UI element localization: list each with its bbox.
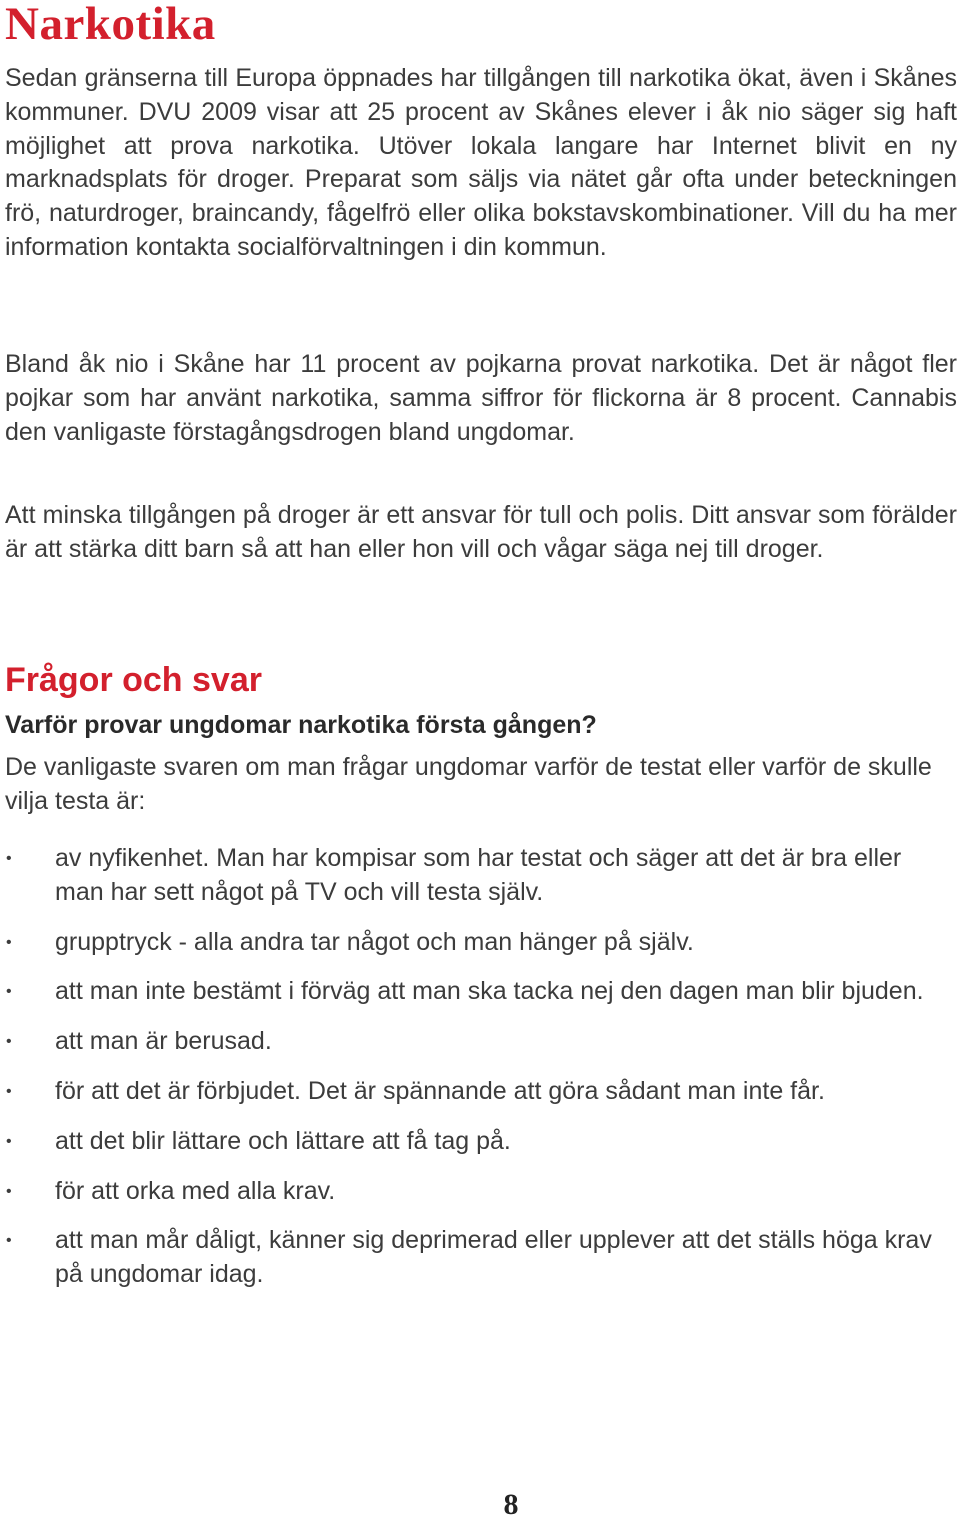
faq-question: Varför provar ungdomar narkotika första gången?: [5, 711, 597, 739]
bullet-icon: •: [6, 1033, 12, 1051]
list-item-text: för att det är förbjudet. Det är spännande att göra sådant man inte får.: [55, 1076, 825, 1105]
list-item: [0, 1224, 935, 1292]
list-item: [0, 842, 935, 910]
intro-paragraph: Sedan gränserna till Europa öppnades har tillgången till narkotika ökat, även i Skånes kommuner. DVU 2009 visar att 25 procent av Skånes elever i åk nio säger sig haft möjlighet att prova narkotika. Utöver lokala langare har Internet blivit en ny marknadsplats för droger. Preparat som säljs via nätet går ofta under beteckningen frö, naturdroger, braincandy, fågelfrö eller olika bokstavskombinationer. Vill du ha mer information kontakta socialförvaltningen i din kommun.: [5, 64, 957, 261]
faq-intro: De vanligaste svaren om man frågar ungdomar varför de testat eller varför de skulle vilja testa är:: [5, 753, 932, 815]
bullet-icon: •: [6, 1232, 12, 1250]
page-title: Narkotika: [5, 0, 216, 50]
list-item-text: att man mår dåligt, känner sig deprimerad eller upplever att det ställs höga krav på ungdomar idag.: [55, 1226, 932, 1289]
bullet-icon: •: [6, 1082, 12, 1100]
faq-heading: Frågor och svar: [5, 661, 262, 699]
list-item-text: att det blir lättare och lättare att få tag på.: [55, 1126, 511, 1155]
list-item-text: att man är berusad.: [55, 1027, 272, 1056]
bullet-icon: •: [6, 1132, 12, 1150]
list-item: [0, 1125, 935, 1159]
list-item: [0, 1075, 935, 1109]
list-item: [0, 926, 935, 960]
answer-list: [0, 842, 960, 1308]
list-item-text: av nyfikenhet. Man har kompisar som har testat och säger att det är bra eller man har sett något på TV och vill testa själv.: [55, 844, 902, 906]
list-item: [0, 1175, 935, 1209]
list-item-text: för att orka med alla krav.: [55, 1176, 336, 1205]
list-item-text: grupptryck - alla andra tar något och man hänger på själv.: [55, 927, 694, 956]
page-number: 8: [503, 1488, 519, 1521]
bullet-icon: •: [6, 1182, 12, 1200]
responsibility-paragraph: Att minska tillgången på droger är ett ansvar för tull och polis. Ditt ansvar som förälder är att stärka ditt barn så att han eller hon vill och vågar säga nej till droger.: [5, 501, 957, 563]
bullet-icon: •: [6, 850, 12, 867]
list-item: [0, 975, 935, 1009]
bullet-icon: •: [6, 933, 12, 951]
bullet-icon: •: [6, 983, 12, 1001]
statistics-paragraph: Bland åk nio i Skåne har 11 procent av pojkarna provat narkotika. Det är något fler pojkar som har använt narkotika, samma siffror för flickorna är 8 procent. Cannabis den vanligaste förstagångsdrogen bland ungdomar.: [5, 350, 957, 446]
list-item-text: att man inte bestämt i förväg att man ska tacka nej den dagen man blir bjuden.: [55, 977, 924, 1006]
list-item: [0, 1025, 935, 1059]
